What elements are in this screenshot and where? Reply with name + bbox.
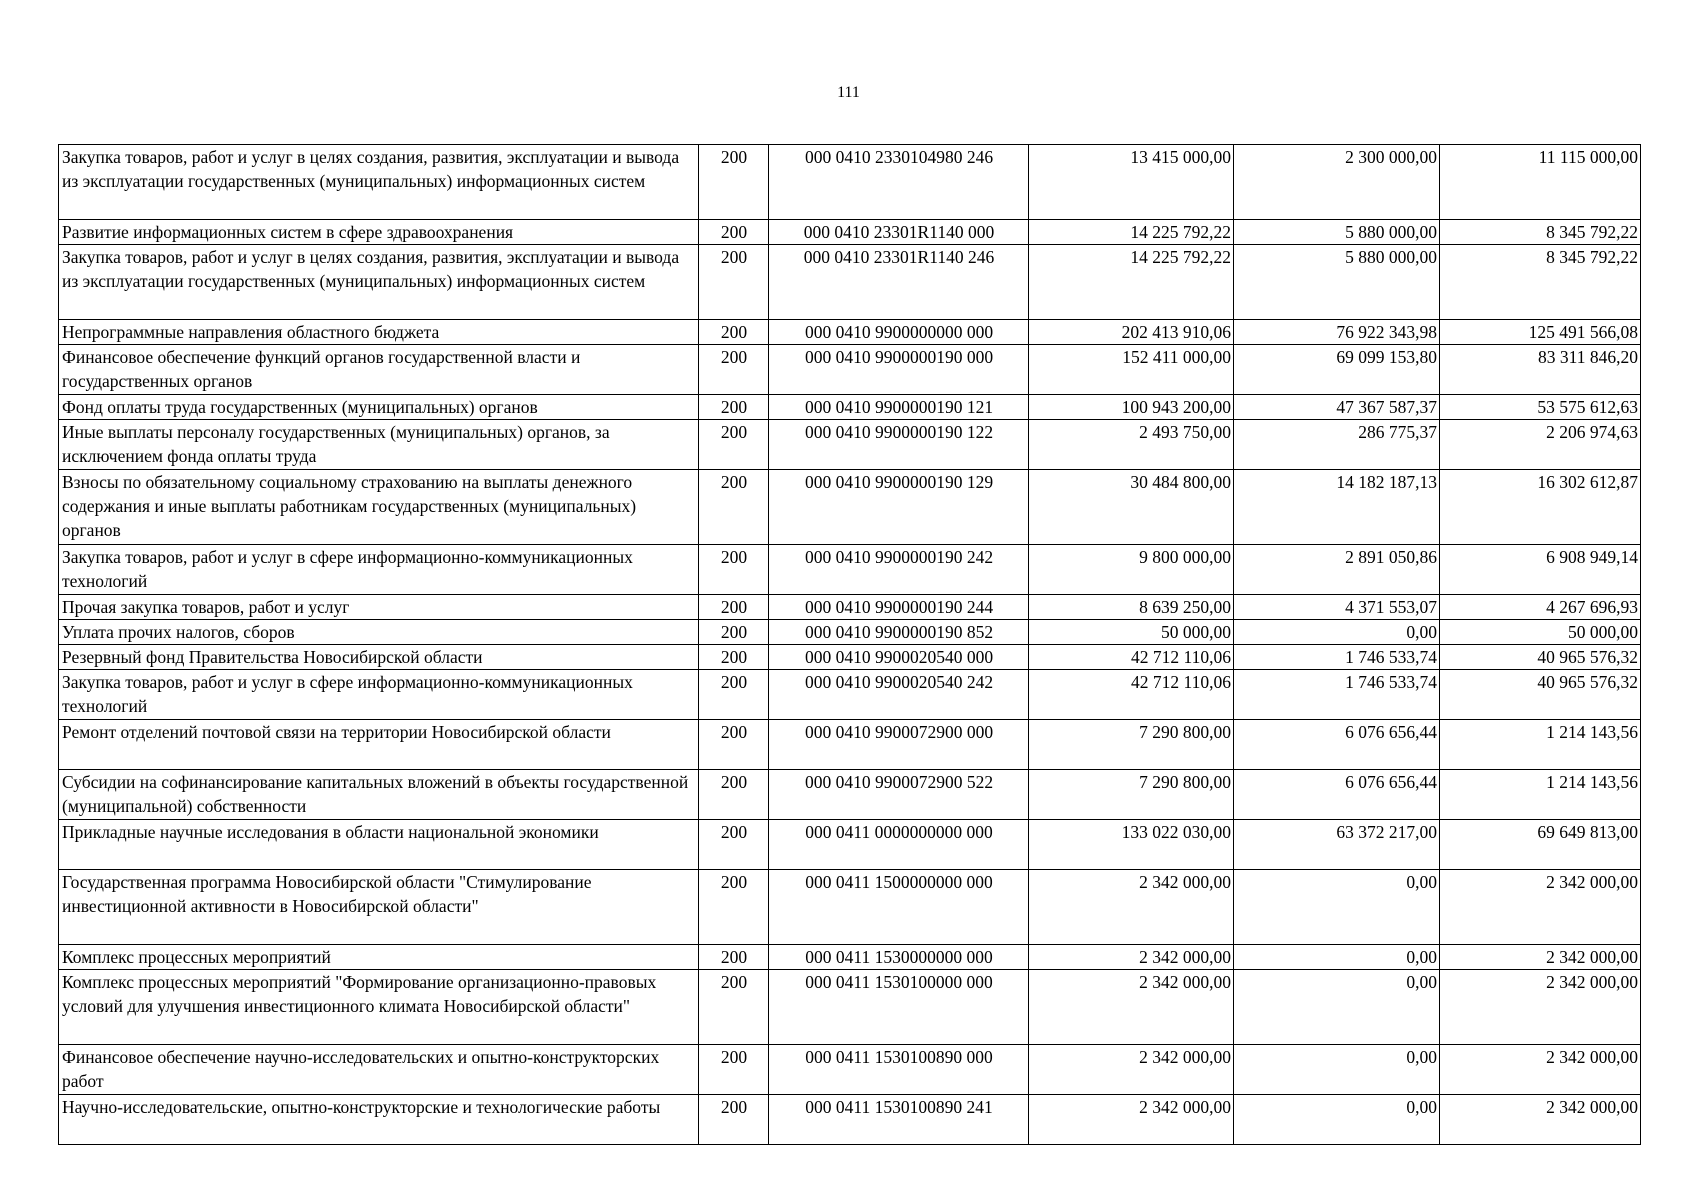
cell-name: Комплекс процессных мероприятий "Формирование организационно-правовых условий для улучшения инвестиционного климата Новосибирской области" — [59, 970, 699, 1045]
cell-approved: 42 712 110,06 — [1029, 670, 1234, 720]
cell-name: Комплекс процессных мероприятий — [59, 945, 699, 970]
table-row — [59, 820, 1641, 870]
cell-kbk: 000 0410 9900072900 000 — [769, 720, 1029, 770]
cell-code: 200 — [699, 145, 769, 220]
cell-name: Субсидии на софинансирование капитальных вложений в объекты государственной (муниципальной) собственности — [59, 770, 699, 820]
cell-kbk: 000 0410 9900000190 852 — [769, 620, 1029, 645]
cell-executed: 14 182 187,13 — [1234, 470, 1440, 545]
cell-code: 200 — [699, 395, 769, 420]
cell-name: Непрограммные направления областного бюджета — [59, 320, 699, 345]
cell-name: Научно-исследовательские, опытно-конструкторские и технологические работы — [59, 1095, 699, 1145]
table-row — [59, 145, 1641, 220]
table-row — [59, 970, 1641, 1045]
cell-code: 200 — [699, 670, 769, 720]
cell-name: Закупка товаров, работ и услуг в целях создания, развития, эксплуатации и вывода из эксплуатации государственных (муниципальных) информационных систем — [59, 145, 699, 220]
cell-kbk: 000 0410 9900000190 244 — [769, 595, 1029, 620]
table-row — [59, 620, 1641, 645]
cell-remaining: 6 908 949,14 — [1440, 545, 1641, 595]
cell-executed: 5 880 000,00 — [1234, 245, 1440, 320]
table-row — [59, 870, 1641, 945]
cell-approved: 2 342 000,00 — [1029, 1045, 1234, 1095]
cell-executed: 2 300 000,00 — [1234, 145, 1440, 220]
table-row — [59, 595, 1641, 620]
cell-remaining: 2 342 000,00 — [1440, 945, 1641, 970]
cell-kbk: 000 0411 1530100000 000 — [769, 970, 1029, 1045]
cell-approved: 14 225 792,22 — [1029, 245, 1234, 320]
cell-code: 200 — [699, 720, 769, 770]
cell-kbk: 000 0411 1500000000 000 — [769, 870, 1029, 945]
cell-code: 200 — [699, 1095, 769, 1145]
cell-remaining: 53 575 612,63 — [1440, 395, 1641, 420]
cell-executed: 5 880 000,00 — [1234, 220, 1440, 245]
cell-kbk: 000 0410 9900072900 522 — [769, 770, 1029, 820]
cell-name: Прикладные научные исследования в области национальной экономики — [59, 820, 699, 870]
cell-remaining: 69 649 813,00 — [1440, 820, 1641, 870]
cell-kbk: 000 0410 23301R1140 000 — [769, 220, 1029, 245]
cell-code: 200 — [699, 420, 769, 470]
cell-name: Фонд оплаты труда государственных (муниципальных) органов — [59, 395, 699, 420]
cell-code: 200 — [699, 1045, 769, 1095]
table-row — [59, 945, 1641, 970]
cell-kbk: 000 0410 9900000190 129 — [769, 470, 1029, 545]
cell-executed: 69 099 153,80 — [1234, 345, 1440, 395]
table-row — [59, 345, 1641, 395]
cell-approved: 2 342 000,00 — [1029, 1095, 1234, 1145]
cell-remaining: 2 206 974,63 — [1440, 420, 1641, 470]
cell-code: 200 — [699, 595, 769, 620]
cell-code: 200 — [699, 220, 769, 245]
cell-remaining: 8 345 792,22 — [1440, 220, 1641, 245]
cell-remaining: 50 000,00 — [1440, 620, 1641, 645]
cell-code: 200 — [699, 245, 769, 320]
cell-name: Иные выплаты персоналу государственных (муниципальных) органов, за исключением фонда оплаты труда — [59, 420, 699, 470]
cell-name: Закупка товаров, работ и услуг в сфере информационно-коммуникационных технологий — [59, 670, 699, 720]
cell-executed: 4 371 553,07 — [1234, 595, 1440, 620]
cell-executed: 63 372 217,00 — [1234, 820, 1440, 870]
cell-executed: 0,00 — [1234, 870, 1440, 945]
table-row — [59, 420, 1641, 470]
cell-kbk: 000 0410 9900000190 000 — [769, 345, 1029, 395]
cell-code: 200 — [699, 620, 769, 645]
cell-kbk: 000 0410 9900000000 000 — [769, 320, 1029, 345]
table-row — [59, 1045, 1641, 1095]
cell-remaining: 8 345 792,22 — [1440, 245, 1641, 320]
cell-kbk: 000 0410 9900000190 122 — [769, 420, 1029, 470]
cell-executed: 0,00 — [1234, 970, 1440, 1045]
cell-executed: 0,00 — [1234, 1095, 1440, 1145]
cell-code: 200 — [699, 820, 769, 870]
cell-code: 200 — [699, 770, 769, 820]
cell-name: Государственная программа Новосибирской области "Стимулирование инвестиционной активности в Новосибирской области" — [59, 870, 699, 945]
cell-approved: 7 290 800,00 — [1029, 720, 1234, 770]
table-row — [59, 320, 1641, 345]
cell-kbk: 000 0410 2330104980 246 — [769, 145, 1029, 220]
cell-remaining: 40 965 576,32 — [1440, 645, 1641, 670]
cell-code: 200 — [699, 645, 769, 670]
cell-kbk: 000 0410 9900000190 242 — [769, 545, 1029, 595]
cell-kbk: 000 0411 1530000000 000 — [769, 945, 1029, 970]
table-row — [59, 220, 1641, 245]
cell-executed: 6 076 656,44 — [1234, 770, 1440, 820]
cell-approved: 13 415 000,00 — [1029, 145, 1234, 220]
cell-approved: 133 022 030,00 — [1029, 820, 1234, 870]
table-row — [59, 1095, 1641, 1145]
cell-name: Ремонт отделений почтовой связи на территории Новосибирской области — [59, 720, 699, 770]
cell-executed: 0,00 — [1234, 620, 1440, 645]
cell-remaining: 2 342 000,00 — [1440, 1095, 1641, 1145]
cell-executed: 76 922 343,98 — [1234, 320, 1440, 345]
cell-approved: 14 225 792,22 — [1029, 220, 1234, 245]
cell-remaining: 1 214 143,56 — [1440, 720, 1641, 770]
cell-approved: 2 342 000,00 — [1029, 945, 1234, 970]
table-row — [59, 645, 1641, 670]
cell-name: Развитие информационных систем в сфере здравоохранения — [59, 220, 699, 245]
cell-name: Закупка товаров, работ и услуг в сфере информационно-коммуникационных технологий — [59, 545, 699, 595]
cell-remaining: 11 115 000,00 — [1440, 145, 1641, 220]
table-row — [59, 770, 1641, 820]
cell-name: Закупка товаров, работ и услуг в целях создания, развития, эксплуатации и вывода из эксплуатации государственных (муниципальных) информационных систем — [59, 245, 699, 320]
cell-remaining: 40 965 576,32 — [1440, 670, 1641, 720]
table-row — [59, 545, 1641, 595]
cell-name: Уплата прочих налогов, сборов — [59, 620, 699, 645]
cell-approved: 42 712 110,06 — [1029, 645, 1234, 670]
page-number: 111 — [837, 84, 860, 101]
cell-code: 200 — [699, 320, 769, 345]
cell-executed: 286 775,37 — [1234, 420, 1440, 470]
table-row — [59, 395, 1641, 420]
cell-executed: 2 891 050,86 — [1234, 545, 1440, 595]
table-row — [59, 720, 1641, 770]
table-row — [59, 245, 1641, 320]
cell-kbk: 000 0411 1530100890 241 — [769, 1095, 1029, 1145]
cell-approved: 100 943 200,00 — [1029, 395, 1234, 420]
cell-code: 200 — [699, 345, 769, 395]
cell-approved: 50 000,00 — [1029, 620, 1234, 645]
cell-kbk: 000 0411 0000000000 000 — [769, 820, 1029, 870]
cell-remaining: 83 311 846,20 — [1440, 345, 1641, 395]
cell-name: Финансовое обеспечение функций органов государственной власти и государственных органов — [59, 345, 699, 395]
cell-approved: 2 342 000,00 — [1029, 970, 1234, 1045]
cell-code: 200 — [699, 545, 769, 595]
cell-code: 200 — [699, 870, 769, 945]
cell-executed: 47 367 587,37 — [1234, 395, 1440, 420]
cell-executed: 0,00 — [1234, 945, 1440, 970]
cell-executed: 6 076 656,44 — [1234, 720, 1440, 770]
cell-executed: 1 746 533,74 — [1234, 645, 1440, 670]
cell-approved: 9 800 000,00 — [1029, 545, 1234, 595]
cell-approved: 7 290 800,00 — [1029, 770, 1234, 820]
cell-approved: 202 413 910,06 — [1029, 320, 1234, 345]
budget-table — [58, 144, 1641, 1145]
cell-approved: 2 342 000,00 — [1029, 870, 1234, 945]
cell-name: Финансовое обеспечение научно-исследовательских и опытно-конструкторских работ — [59, 1045, 699, 1095]
cell-kbk: 000 0410 23301R1140 246 — [769, 245, 1029, 320]
cell-remaining: 2 342 000,00 — [1440, 1045, 1641, 1095]
cell-remaining: 2 342 000,00 — [1440, 970, 1641, 1045]
cell-approved: 152 411 000,00 — [1029, 345, 1234, 395]
cell-approved: 2 493 750,00 — [1029, 420, 1234, 470]
cell-kbk: 000 0411 1530100890 000 — [769, 1045, 1029, 1095]
cell-name: Резервный фонд Правительства Новосибирской области — [59, 645, 699, 670]
table-row — [59, 470, 1641, 545]
cell-executed: 1 746 533,74 — [1234, 670, 1440, 720]
cell-approved: 8 639 250,00 — [1029, 595, 1234, 620]
cell-code: 200 — [699, 470, 769, 545]
cell-name: Взносы по обязательному социальному страхованию на выплаты денежного содержания и иные выплаты работникам государственных (муниципальных) органов — [59, 470, 699, 545]
cell-code: 200 — [699, 945, 769, 970]
cell-code: 200 — [699, 970, 769, 1045]
cell-name: Прочая закупка товаров, работ и услуг — [59, 595, 699, 620]
cell-remaining: 4 267 696,93 — [1440, 595, 1641, 620]
cell-approved: 30 484 800,00 — [1029, 470, 1234, 545]
cell-remaining: 16 302 612,87 — [1440, 470, 1641, 545]
table-body — [59, 145, 1641, 1145]
cell-remaining: 1 214 143,56 — [1440, 770, 1641, 820]
cell-kbk: 000 0410 9900020540 000 — [769, 645, 1029, 670]
table-row — [59, 670, 1641, 720]
cell-kbk: 000 0410 9900000190 121 — [769, 395, 1029, 420]
cell-executed: 0,00 — [1234, 1045, 1440, 1095]
cell-remaining: 2 342 000,00 — [1440, 870, 1641, 945]
cell-remaining: 125 491 566,08 — [1440, 320, 1641, 345]
cell-kbk: 000 0410 9900020540 242 — [769, 670, 1029, 720]
